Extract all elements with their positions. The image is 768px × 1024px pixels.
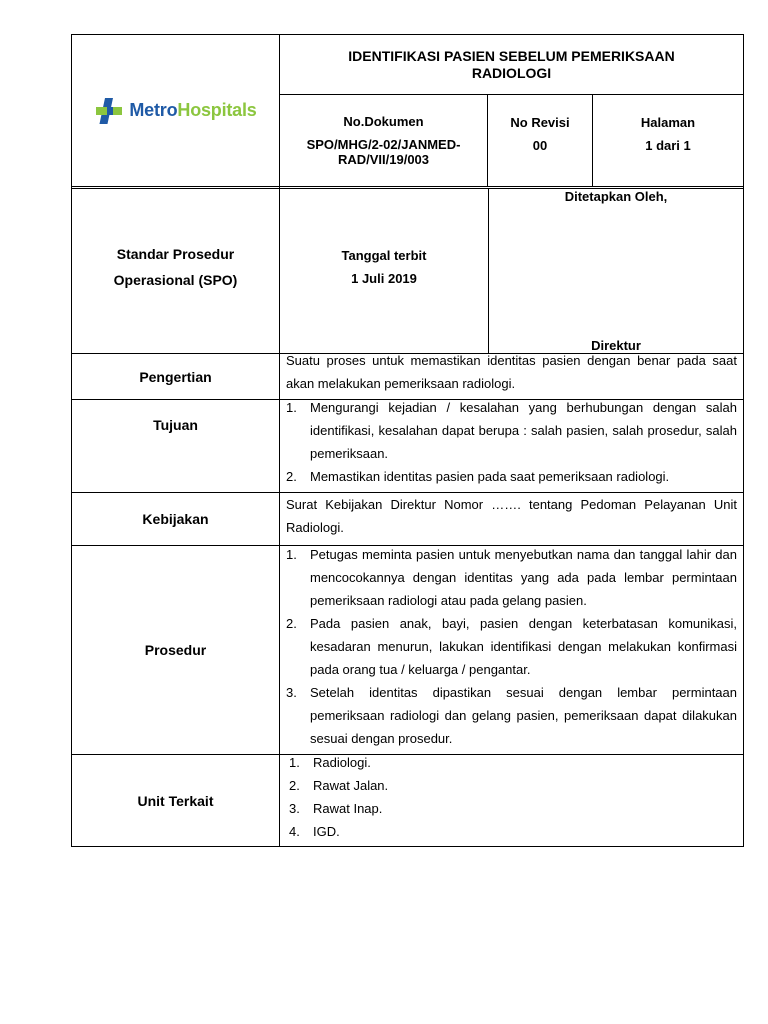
list-item-text: Rawat Inap.	[313, 801, 383, 816]
list-item	[289, 774, 737, 797]
title-line-2: RADIOLOGI	[471, 64, 552, 81]
doc-number-value-2: RAD/VII/19/003	[337, 152, 430, 167]
list-item	[286, 465, 737, 488]
list-item-number: 1.	[286, 400, 297, 415]
tujuan-label-text: Tujuan	[153, 417, 198, 433]
list-item	[289, 820, 737, 843]
doc-number-value-1: SPO/MHG/2-02/JANMED-	[306, 137, 461, 152]
list-item-text: Setelah identitas dipastikan sesuai dengan lembar permintaan pemeriksaan radiologi dan gelang pasien, pemeriksaan dapat dilakukan sesuai dengan prosedur.	[310, 685, 737, 746]
unit-terkait-label: Unit Terkait	[137, 792, 214, 809]
pengertian-label: Pengertian	[139, 368, 212, 385]
page-label: Halaman	[640, 115, 696, 130]
revision-cell	[488, 95, 592, 186]
list-item	[286, 543, 737, 612]
list-item-text: Radiologi.	[313, 755, 371, 770]
list-item-number: 1.	[286, 547, 297, 562]
revision-value: 00	[532, 138, 548, 153]
header-bottom-line-1	[71, 186, 744, 187]
list-item-number: 1.	[289, 755, 300, 770]
spo-label-cell	[72, 189, 279, 353]
list-item-text: Mengurangi kejadian / kesalahan yang berhubungan dengan salah identifikasi, kesalahan dapat berupa : salah pasien, salah prosedur, salah pemeriksaan.	[310, 400, 737, 461]
list-item-number: 4.	[289, 824, 300, 839]
tujuan-list	[286, 396, 737, 488]
spo-col-divider	[488, 188, 489, 353]
list-item	[286, 396, 737, 465]
set-by-label: Ditetapkan Oleh,	[564, 189, 668, 204]
list-item	[286, 681, 737, 750]
pengertian-text: Suatu proses untuk memastikan identitas pasien dengan benar pada saat akan melakukan pemeriksaan radiologi.	[286, 353, 737, 391]
list-item-number: 3.	[289, 801, 300, 816]
list-item-text: Pada pasien anak, bayi, pasien dengan keterbatasan komunikasi, kesadaran menurun, lakukan identifikasi dengan melakukan konfirmasi pada orang tua / keluarga / pengantar.	[310, 616, 737, 677]
document-title	[280, 35, 743, 94]
list-item-text: Petugas meminta pasien untuk menyebutkan nama dan tanggal lahir dan mencocokannya dengan identitas yang ada pada lembar permintaan pemeriksaan radiologi atau pada gelang pasien.	[310, 547, 737, 608]
list-item-number: 3.	[286, 685, 297, 700]
border-right	[743, 34, 744, 847]
spo-label-line-2: Operasional (SPO)	[113, 272, 238, 288]
logo-text-hospitals: Hospitals	[177, 100, 257, 120]
doc-number-cell	[280, 95, 487, 186]
border-bottom	[71, 846, 744, 847]
director-label: Direktur	[591, 338, 641, 353]
title-line-1: IDENTIFIKASI PASIEN SEBELUM PEMERIKSAAN	[348, 47, 675, 64]
logo-cell	[72, 35, 279, 186]
issue-date-label: Tanggal terbit	[341, 248, 427, 263]
list-item	[286, 612, 737, 681]
issue-date-cell	[280, 189, 488, 353]
list-item	[289, 797, 737, 820]
revision-label: No Revisi	[510, 115, 570, 130]
issue-date-value: 1 Juli 2019	[351, 271, 417, 286]
page-cell	[593, 95, 743, 186]
doc-number-label: No.Dokumen	[343, 114, 424, 129]
kebijakan-text: Surat Kebijakan Direktur Nomor ……. tentang Pedoman Pelayanan Unit Radiologi.	[286, 497, 737, 535]
prosedur-list	[286, 543, 737, 750]
logo-text-metro: Metro	[129, 100, 178, 120]
spo-label-line-1: Standar Prosedur	[116, 246, 235, 262]
cross-logo-icon	[94, 98, 124, 124]
page-value: 1 dari 1	[645, 138, 691, 153]
list-item-number: 2.	[289, 778, 300, 793]
list-item-number: 2.	[286, 616, 297, 631]
list-item	[289, 751, 737, 774]
kebijakan-label: Kebijakan	[142, 511, 209, 527]
tujuan-label	[72, 400, 279, 450]
unit-terkait-list	[289, 751, 737, 843]
list-item-text: IGD.	[313, 824, 340, 839]
list-item-text: Memastikan identitas pasien pada saat pemeriksaan radiologi.	[310, 469, 670, 484]
list-item-text: Rawat Jalan.	[313, 778, 389, 793]
list-item-number: 2.	[286, 469, 297, 484]
metro-hospitals-logo	[94, 98, 256, 124]
prosedur-label: Prosedur	[144, 642, 207, 658]
